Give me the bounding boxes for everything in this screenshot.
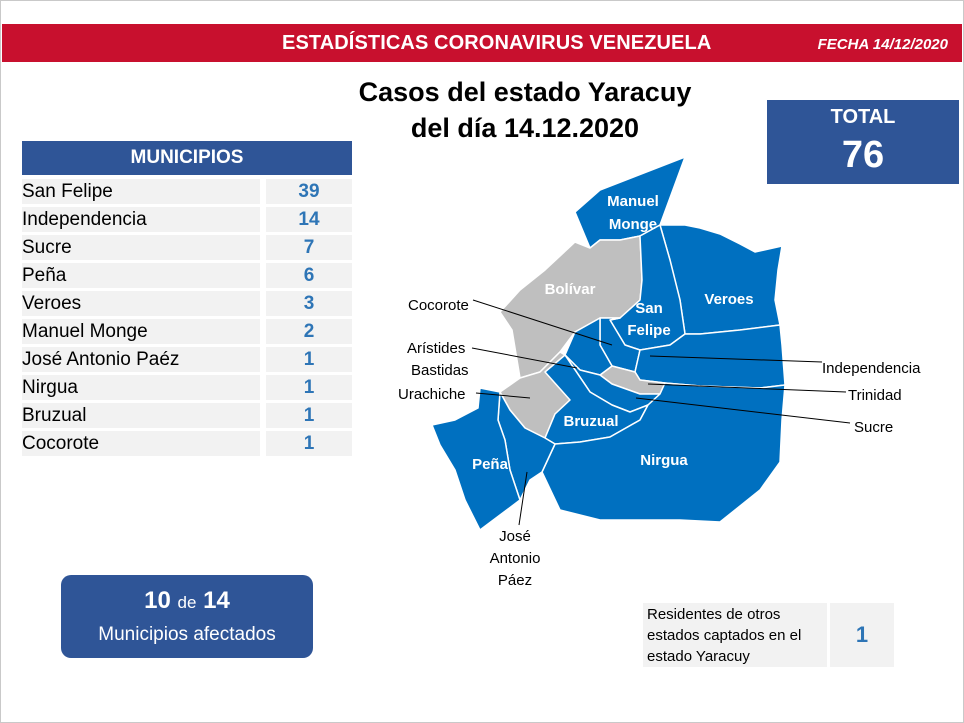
label-manuel-monge-2: Monge bbox=[608, 216, 658, 233]
residents-value: 1 bbox=[830, 603, 894, 667]
municipio-cases: 1 bbox=[266, 403, 352, 428]
label-bolivar: Bolívar bbox=[544, 281, 596, 298]
affected-total: 14 bbox=[203, 587, 230, 614]
affected-count: 10 bbox=[144, 587, 171, 614]
municipio-cases: 3 bbox=[266, 291, 352, 316]
page-title-line2: del día 14.12.2020 bbox=[410, 113, 640, 143]
municipio-cases: 1 bbox=[266, 431, 352, 456]
municipio-name: Independencia bbox=[22, 207, 260, 232]
header-date: FECHA 14/12/2020 bbox=[817, 36, 948, 53]
affected-connector: de bbox=[177, 593, 197, 612]
municipio-cases: 39 bbox=[266, 179, 352, 204]
municipio-cases: 1 bbox=[266, 375, 352, 400]
municipio-cases: 2 bbox=[266, 319, 352, 344]
municipio-name: Cocorote bbox=[22, 431, 260, 456]
page-title-line1: Casos del estado Yaracuy bbox=[358, 77, 692, 107]
callout-aristides-1: Arístides bbox=[407, 340, 466, 357]
municipios-header: MUNICIPIOS bbox=[22, 141, 352, 175]
label-san-felipe-2: Felipe bbox=[627, 322, 671, 339]
municipio-cases: 6 bbox=[266, 263, 352, 288]
municipio-name: Bruzual bbox=[22, 403, 260, 428]
callout-jap-2: Antonio bbox=[489, 550, 541, 567]
callout-independencia: Independencia bbox=[822, 360, 921, 377]
callout-urachiche: Urachiche bbox=[398, 386, 466, 403]
municipio-cases: 1 bbox=[266, 347, 352, 372]
label-veroes: Veroes bbox=[704, 291, 754, 308]
municipio-name: Manuel Monge bbox=[22, 319, 260, 344]
label-bruzual: Bruzual bbox=[563, 413, 619, 430]
municipio-name: Nirgua bbox=[22, 375, 260, 400]
municipio-cases: 7 bbox=[266, 235, 352, 260]
municipio-name: Sucre bbox=[22, 235, 260, 260]
residents-text: Residentes de otros estados captados en el estado Yaracuy bbox=[647, 606, 802, 665]
label-manuel-monge-1: Manuel bbox=[607, 193, 659, 210]
callout-sucre: Sucre bbox=[854, 419, 894, 436]
total-value: 76 bbox=[841, 134, 885, 176]
callout-aristides-2: Bastidas bbox=[411, 362, 469, 379]
municipio-name: José Antonio Paéz bbox=[22, 347, 260, 372]
municipio-name: San Felipe bbox=[22, 179, 260, 204]
label-nirgua: Nirgua bbox=[640, 452, 688, 469]
municipio-cases: 14 bbox=[266, 207, 352, 232]
callout-jap-1: José bbox=[499, 528, 531, 545]
label-san-felipe-1: San bbox=[635, 300, 663, 317]
label-pena: Peña bbox=[472, 456, 508, 473]
municipio-name: Veroes bbox=[22, 291, 260, 316]
municipio-name: Peña bbox=[22, 263, 260, 288]
callout-jap-3: Páez bbox=[497, 572, 533, 589]
callout-trinidad: Trinidad bbox=[848, 387, 902, 404]
header-title: ESTADÍSTICAS CORONAVIRUS VENEZUELA bbox=[282, 32, 712, 54]
callout-cocorote: Cocorote bbox=[408, 297, 469, 314]
affected-label: Municipios afectados bbox=[98, 624, 276, 645]
total-label: TOTAL bbox=[830, 106, 896, 128]
